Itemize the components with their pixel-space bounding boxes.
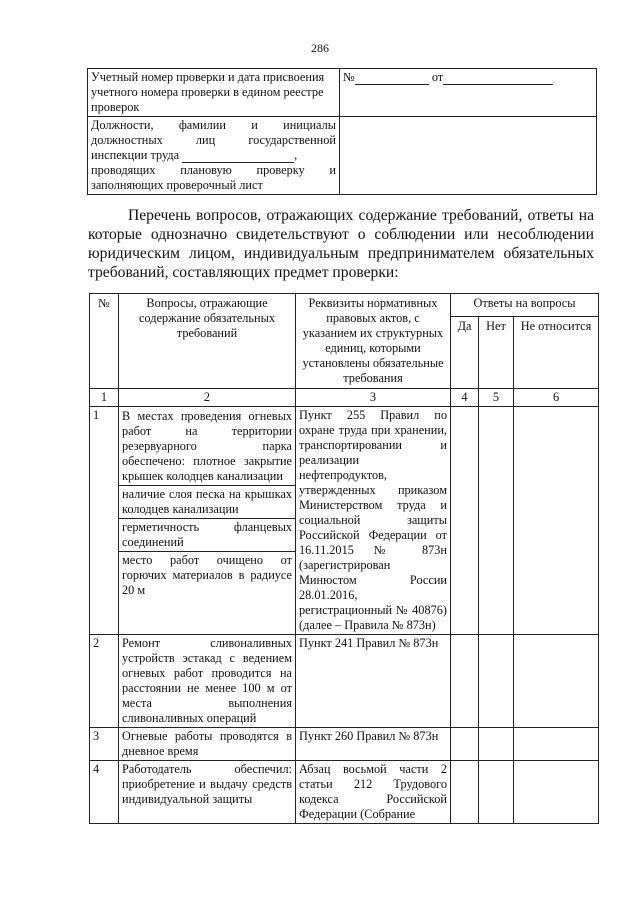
answer-na-cell[interactable] [514,635,599,728]
row-number: 3 [90,728,119,761]
answer-na-cell[interactable] [514,407,599,635]
inspection-info-table [87,68,597,195]
header-num: № [90,294,119,389]
header-no: Нет [479,317,514,389]
table-row [90,635,599,728]
question-part: В местах проведения огневых работ на территории резервуарного парка обеспечено: плотное закрытие крышек колодцев канализации [122,409,292,483]
table-row [90,761,599,824]
answer-na-cell[interactable] [514,761,599,824]
question-part: наличие слоя песка на крышках колодцев канализации [119,485,295,518]
answer-na-cell[interactable] [514,728,599,761]
answer-no-cell[interactable] [479,761,514,824]
requisite-cell: Пункт 260 Правил № 873н [296,728,451,761]
header-requisites: Реквизиты нормативных правовых актов, с указанием их структурных единиц, которыми установлены обязательные требования [296,294,451,389]
record-number-label: Учетный номер проверки и дата присвоения учетного номера проверки в едином реестре проверок [88,69,340,117]
record-number-field: № от [340,69,597,117]
table-row [90,407,599,635]
checklist-table [89,293,599,824]
question-cell: Ремонт сливоналивных устройств эстакад с ведением огневых работ проводится на расстоянии не менее 100 м от места выполнения сливоналивных операций [119,635,296,728]
requisite-cell: Пункт 241 Правил № 873н [296,635,451,728]
inspectors-label: Должности, фамилии и инициалы должностных лиц государственной инспекции труда , проводящих плановую проверку и заполняющих проверочный лист [88,117,340,195]
answer-yes-cell[interactable] [451,761,479,824]
answer-no-cell[interactable] [479,728,514,761]
record-number-blank [355,84,429,85]
question-part: место работ очищено от горючих материалов в радиусе 20 м [119,551,295,599]
question-cell: Работодатель обеспечил: приобретение и выдачу средств индивидуальной защиты [119,761,296,824]
question-part: герметичность фланцевых соединений [119,518,295,551]
row-number: 2 [90,635,119,728]
answer-yes-cell[interactable] [451,635,479,728]
row-number: 4 [90,761,119,824]
record-date-blank [443,84,553,85]
header-answers: Ответы на вопросы [451,294,599,317]
answer-no-cell[interactable] [479,635,514,728]
answer-yes-cell[interactable] [451,728,479,761]
requisite-cell: Пункт 255 Правил по охране труда при хранении, транспортировании и реализации нефтепродуктов, утвержденных приказом Министерством труда и социальной защиты Российской Федерации от 16.11.2015 № 873н (зарегистрирован Минюстом России 28.01.2016, регистрационный № 40876) (далее – Правила № 873н) [296,407,451,635]
answer-yes-cell[interactable] [451,407,479,635]
question-cell: Огневые работы проводятся в дневное время [119,728,296,761]
checklist-intro: Перечень вопросов, отражающих содержание требований, ответы на которые однозначно свидетельствуют о соблюдении или несоблюдении юридическим лицом, индивидуальным предпринимателем обязательных требований, составляющих предмет проверки: [88,207,594,281]
header-yes: Да [451,317,479,389]
header-not-applicable: Не относится [514,317,599,389]
table-row [90,728,599,761]
requisite-cell: Абзац восьмой части 2 статьи 212 Трудового кодекса Российской Федерации (Собрание [296,761,451,824]
row-number: 1 [90,407,119,635]
column-number-row: 1 2 3 4 5 6 [90,389,599,407]
inspectors-field [340,117,597,195]
answer-no-cell[interactable] [479,407,514,635]
header-questions: Вопросы, отражающие содержание обязательных требований [119,294,296,389]
page-number: 286 [311,41,329,55]
question-cell [119,407,296,635]
